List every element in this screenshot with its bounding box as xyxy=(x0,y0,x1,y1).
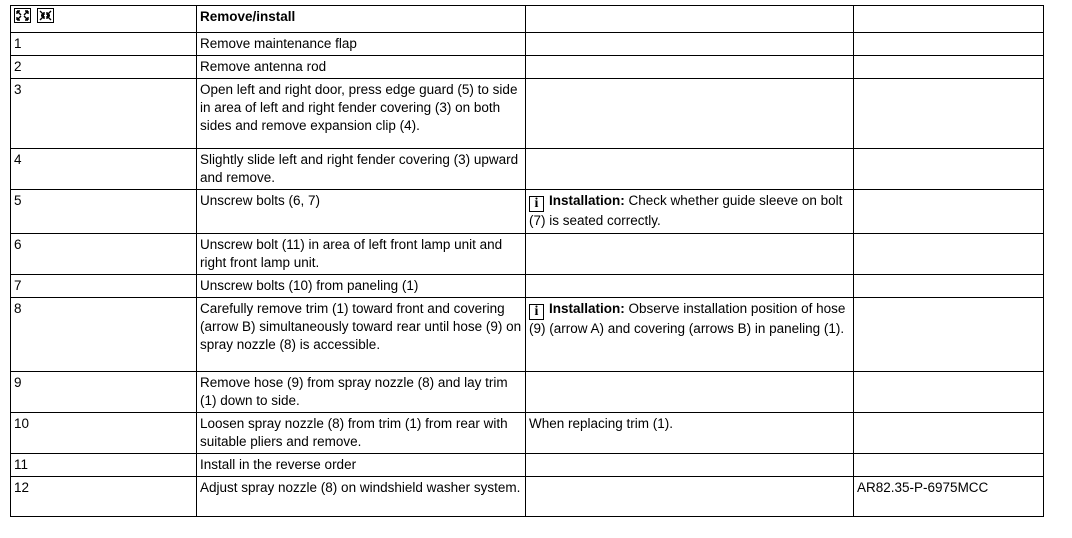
table-row xyxy=(11,413,1044,454)
step-reference xyxy=(854,33,1044,56)
step-reference xyxy=(854,454,1044,477)
note-text: When replacing trim (1). xyxy=(529,416,674,431)
step-note xyxy=(526,190,854,234)
step-number: 7 xyxy=(11,275,197,298)
step-action: Remove maintenance flap xyxy=(197,33,526,56)
table-row xyxy=(11,56,1044,79)
step-reference xyxy=(854,234,1044,275)
step-reference xyxy=(854,298,1044,372)
step-action: Unscrew bolt (11) in area of left front lamp unit and right front lamp unit. xyxy=(197,234,526,275)
note-text: Observe installation position of hose (9) (arrow A) and covering (arrows B) in paneling (1). xyxy=(529,301,846,336)
step-reference xyxy=(854,190,1044,234)
step-reference xyxy=(854,275,1044,298)
step-note xyxy=(526,33,854,56)
step-number: 9 xyxy=(11,372,197,413)
step-note xyxy=(526,149,854,190)
step-note xyxy=(526,477,854,517)
step-action: Remove hose (9) from spray nozzle (8) and lay trim (1) down to side. xyxy=(197,372,526,413)
table-row xyxy=(11,149,1044,190)
step-note xyxy=(526,234,854,275)
procedure-table xyxy=(10,5,1044,517)
step-action: Adjust spray nozzle (8) on windshield washer system. xyxy=(197,477,526,517)
step-reference[interactable]: AR82.35-P-6975MCC xyxy=(854,477,1044,517)
table-row xyxy=(11,454,1044,477)
step-number: 3 xyxy=(11,79,197,149)
step-reference xyxy=(854,56,1044,79)
step-reference xyxy=(854,372,1044,413)
header-icons-cell xyxy=(11,6,197,33)
table-row xyxy=(11,275,1044,298)
step-reference xyxy=(854,413,1044,454)
info-icon: i xyxy=(529,304,544,320)
step-note xyxy=(526,56,854,79)
step-note xyxy=(526,413,854,454)
header-ref xyxy=(854,6,1044,33)
step-action: Unscrew bolts (6, 7) xyxy=(197,190,526,234)
step-number: 1 xyxy=(11,33,197,56)
table-row xyxy=(11,33,1044,56)
header-note xyxy=(526,6,854,33)
step-action: Unscrew bolts (10) from paneling (1) xyxy=(197,275,526,298)
expand-all-icon[interactable] xyxy=(14,8,31,23)
table-row xyxy=(11,79,1044,149)
step-reference xyxy=(854,149,1044,190)
table-row xyxy=(11,477,1044,517)
header-row xyxy=(11,6,1044,33)
step-reference xyxy=(854,79,1044,149)
step-action: Remove antenna rod xyxy=(197,56,526,79)
step-number: 8 xyxy=(11,298,197,372)
step-note xyxy=(526,372,854,413)
note-text: Check whether guide sleeve on bolt (7) is seated correctly. xyxy=(529,193,843,228)
step-number: 2 xyxy=(11,56,197,79)
step-note xyxy=(526,79,854,149)
step-number: 11 xyxy=(11,454,197,477)
step-number: 4 xyxy=(11,149,197,190)
step-action: Open left and right door, press edge guard (5) to side in area of left and right fender covering (3) on both sides and remove expansion clip (4). xyxy=(197,79,526,149)
step-action: Loosen spray nozzle (8) from trim (1) from rear with suitable pliers and remove. xyxy=(197,413,526,454)
step-note xyxy=(526,454,854,477)
step-action: Slightly slide left and right fender covering (3) upward and remove. xyxy=(197,149,526,190)
note-label: Installation: xyxy=(549,301,625,316)
step-number: 5 xyxy=(11,190,197,234)
table-row xyxy=(11,234,1044,275)
step-number: 10 xyxy=(11,413,197,454)
table-row xyxy=(11,372,1044,413)
table-row xyxy=(11,298,1044,372)
step-note xyxy=(526,275,854,298)
note-label: Installation: xyxy=(549,193,625,208)
header-action: Remove/install xyxy=(197,6,526,33)
step-number: 6 xyxy=(11,234,197,275)
table-row xyxy=(11,190,1044,234)
step-action: Install in the reverse order xyxy=(197,454,526,477)
step-number: 12 xyxy=(11,477,197,517)
step-action: Carefully remove trim (1) toward front and covering (arrow B) simultaneously toward rear until hose (9) on spray nozzle (8) is accessible. xyxy=(197,298,526,372)
info-icon: i xyxy=(529,196,544,212)
collapse-all-icon[interactable] xyxy=(37,8,54,23)
step-note xyxy=(526,298,854,372)
